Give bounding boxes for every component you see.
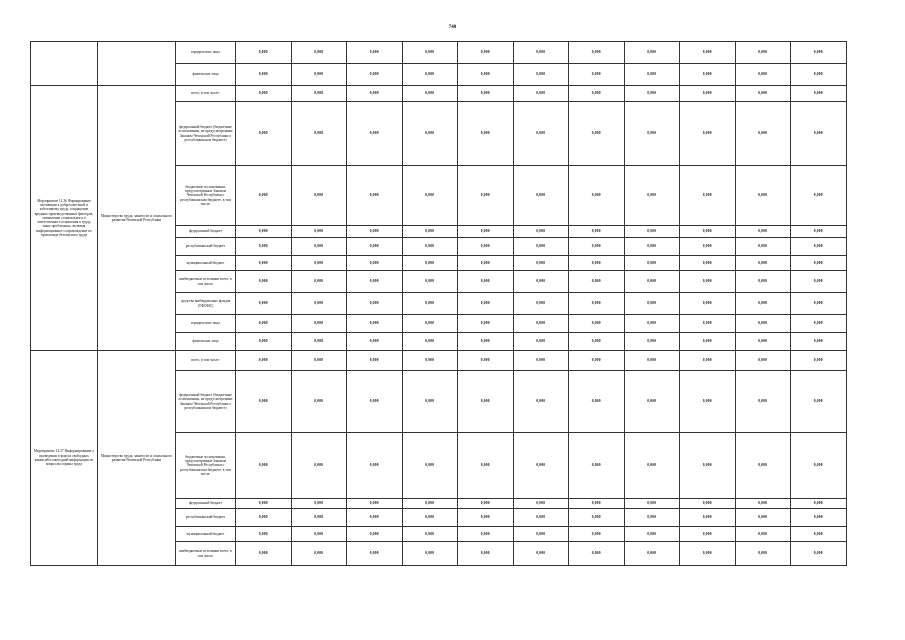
funding-source-cell: муниципальный бюджет <box>176 256 236 271</box>
value-cell: 0,000 <box>569 351 625 371</box>
value-cell: 0,000 <box>236 509 292 527</box>
value-cell: 0,000 <box>402 42 458 64</box>
value-cell: 0,000 <box>569 333 625 351</box>
value-cell: 0,000 <box>513 499 569 509</box>
value-cell: 0,000 <box>236 293 292 315</box>
value-cell: 0,000 <box>291 499 347 509</box>
value-cell: 0,000 <box>513 271 569 293</box>
value-cell: 0,000 <box>513 351 569 371</box>
value-cell: 0,000 <box>569 102 625 166</box>
value-cell: 0,000 <box>513 238 569 256</box>
value-cell: 0,000 <box>569 64 625 86</box>
value-cell: 0,000 <box>458 42 514 64</box>
funding-source-cell: юридические лица <box>176 315 236 333</box>
value-cell: 0,000 <box>236 527 292 542</box>
value-cell: 0,000 <box>791 351 847 371</box>
value-cell: 0,000 <box>236 166 292 226</box>
value-cell: 0,000 <box>569 226 625 238</box>
table-row <box>31 86 847 102</box>
value-cell: 0,000 <box>291 64 347 86</box>
value-cell: 0,000 <box>624 166 680 226</box>
value-cell: 0,000 <box>791 256 847 271</box>
value-cell: 0,000 <box>569 542 625 566</box>
value-cell: 0,000 <box>791 333 847 351</box>
value-cell: 0,000 <box>680 351 736 371</box>
value-cell: 0,000 <box>680 293 736 315</box>
value-cell: 0,000 <box>458 226 514 238</box>
value-cell: 0,000 <box>458 315 514 333</box>
value-cell: 0,000 <box>458 433 514 499</box>
value-cell: 0,000 <box>291 351 347 371</box>
funding-source-cell: всего, в том числе: <box>176 351 236 371</box>
value-cell: 0,000 <box>735 271 791 293</box>
value-cell: 0,000 <box>735 166 791 226</box>
value-cell: 0,000 <box>347 315 403 333</box>
value-cell: 0,000 <box>458 271 514 293</box>
value-cell: 0,000 <box>347 42 403 64</box>
value-cell: 0,000 <box>236 499 292 509</box>
value-cell: 0,000 <box>680 271 736 293</box>
value-cell: 0,000 <box>402 333 458 351</box>
value-cell: 0,000 <box>735 256 791 271</box>
value-cell: 0,000 <box>513 293 569 315</box>
value-cell: 0,000 <box>236 433 292 499</box>
budget-table <box>30 41 847 566</box>
value-cell: 0,000 <box>402 166 458 226</box>
funding-source-cell: внебюджетные источники всего, в том числе: <box>176 271 236 293</box>
event-name-cell: Мероприятие 12.36 Формирование мотивации к добросовестной и заботливому труду, сокращение вредных производственных факторов, повышение сознательного и ответственного отношения к труду, иных проблемных, включая информационное сопровождение по пропаганде безопасного труда <box>31 86 98 351</box>
event-name-cell <box>31 42 98 86</box>
value-cell: 0,000 <box>513 226 569 238</box>
value-cell: 0,000 <box>513 256 569 271</box>
funding-source-cell: физические лица <box>176 333 236 351</box>
value-cell: 0,000 <box>791 102 847 166</box>
executor-cell: Министерство труда, занятости и социального развития Чеченской Республики <box>98 351 176 566</box>
value-cell: 0,000 <box>624 256 680 271</box>
executor-cell <box>98 42 176 86</box>
value-cell: 0,000 <box>569 433 625 499</box>
value-cell: 0,000 <box>569 371 625 433</box>
value-cell: 0,000 <box>347 527 403 542</box>
value-cell: 0,000 <box>513 64 569 86</box>
value-cell: 0,000 <box>402 542 458 566</box>
value-cell: 0,000 <box>291 166 347 226</box>
value-cell: 0,000 <box>458 509 514 527</box>
value-cell: 0,000 <box>569 509 625 527</box>
value-cell: 0,000 <box>291 256 347 271</box>
value-cell: 0,000 <box>680 371 736 433</box>
value-cell: 0,000 <box>236 333 292 351</box>
value-cell: 0,000 <box>458 351 514 371</box>
value-cell: 0,000 <box>735 371 791 433</box>
value-cell: 0,000 <box>347 166 403 226</box>
value-cell: 0,000 <box>680 64 736 86</box>
value-cell: 0,000 <box>735 102 791 166</box>
value-cell: 0,000 <box>680 166 736 226</box>
value-cell: 0,000 <box>402 271 458 293</box>
value-cell: 0,000 <box>402 256 458 271</box>
value-cell: 0,000 <box>680 256 736 271</box>
value-cell: 0,000 <box>569 271 625 293</box>
value-cell: 0,000 <box>513 102 569 166</box>
value-cell: 0,000 <box>513 333 569 351</box>
value-cell: 0,000 <box>236 226 292 238</box>
value-cell: 0,000 <box>680 509 736 527</box>
value-cell: 0,000 <box>791 86 847 102</box>
value-cell: 0,000 <box>735 499 791 509</box>
value-cell: 0,000 <box>291 293 347 315</box>
value-cell: 0,000 <box>291 371 347 433</box>
funding-source-cell: федеральный бюджет (бюджетные ассигнования, не предусмотренные Законом Чеченской Республики о республиканском бюджете) <box>176 102 236 166</box>
value-cell: 0,000 <box>624 351 680 371</box>
value-cell: 0,000 <box>513 86 569 102</box>
value-cell: 0,000 <box>347 499 403 509</box>
funding-source-cell: муниципальный бюджет <box>176 527 236 542</box>
event-name-cell: Мероприятие 12.37 Информирование о проведении в фактах свободных вакансий и ежегодной информации по вопросам охраны труда <box>31 351 98 566</box>
value-cell: 0,000 <box>402 527 458 542</box>
value-cell: 0,000 <box>236 42 292 64</box>
value-cell: 0,000 <box>624 527 680 542</box>
value-cell: 0,000 <box>347 86 403 102</box>
value-cell: 0,000 <box>236 64 292 86</box>
value-cell: 0,000 <box>291 542 347 566</box>
value-cell: 0,000 <box>624 238 680 256</box>
value-cell: 0,000 <box>402 102 458 166</box>
value-cell: 0,000 <box>236 542 292 566</box>
funding-source-cell: федеральный бюджет <box>176 226 236 238</box>
value-cell: 0,000 <box>402 238 458 256</box>
table-row <box>31 351 847 371</box>
value-cell: 0,000 <box>624 64 680 86</box>
value-cell: 0,000 <box>458 542 514 566</box>
value-cell: 0,000 <box>402 86 458 102</box>
value-cell: 0,000 <box>791 42 847 64</box>
value-cell: 0,000 <box>402 226 458 238</box>
value-cell: 0,000 <box>791 433 847 499</box>
funding-source-cell: юридические лица <box>176 42 236 64</box>
value-cell: 0,000 <box>458 333 514 351</box>
value-cell: 0,000 <box>791 271 847 293</box>
value-cell: 0,000 <box>624 433 680 499</box>
value-cell: 0,000 <box>236 271 292 293</box>
value-cell: 0,000 <box>236 371 292 433</box>
page-number: 740 <box>448 25 457 30</box>
value-cell: 0,000 <box>458 293 514 315</box>
value-cell: 0,000 <box>680 542 736 566</box>
funding-source-cell: федеральный бюджет (бюджетные ассигнования, не предусмотренные Законом Чеченской Республики о республиканском бюджете) <box>176 371 236 433</box>
value-cell: 0,000 <box>458 86 514 102</box>
value-cell: 0,000 <box>291 86 347 102</box>
value-cell: 0,000 <box>791 166 847 226</box>
value-cell: 0,000 <box>680 499 736 509</box>
value-cell: 0,000 <box>735 64 791 86</box>
value-cell: 0,000 <box>458 238 514 256</box>
value-cell: 0,000 <box>291 527 347 542</box>
value-cell: 0,000 <box>513 315 569 333</box>
value-cell: 0,000 <box>624 271 680 293</box>
value-cell: 0,000 <box>569 238 625 256</box>
value-cell: 0,000 <box>513 527 569 542</box>
value-cell: 0,000 <box>458 64 514 86</box>
value-cell: 0,000 <box>402 64 458 86</box>
value-cell: 0,000 <box>236 351 292 371</box>
value-cell: 0,000 <box>569 42 625 64</box>
value-cell: 0,000 <box>624 542 680 566</box>
value-cell: 0,000 <box>680 102 736 166</box>
value-cell: 0,000 <box>291 226 347 238</box>
value-cell: 0,000 <box>569 499 625 509</box>
value-cell: 0,000 <box>458 499 514 509</box>
value-cell: 0,000 <box>347 102 403 166</box>
value-cell: 0,000 <box>680 226 736 238</box>
value-cell: 0,000 <box>347 271 403 293</box>
value-cell: 0,000 <box>735 542 791 566</box>
value-cell: 0,000 <box>735 351 791 371</box>
value-cell: 0,000 <box>735 527 791 542</box>
value-cell: 0,000 <box>513 433 569 499</box>
funding-source-cell: внебюджетные источники всего, в том числе: <box>176 542 236 566</box>
value-cell: 0,000 <box>791 371 847 433</box>
value-cell: 0,000 <box>513 509 569 527</box>
value-cell: 0,000 <box>236 102 292 166</box>
value-cell: 0,000 <box>791 226 847 238</box>
value-cell: 0,000 <box>347 64 403 86</box>
value-cell: 0,000 <box>624 86 680 102</box>
value-cell: 0,000 <box>569 166 625 226</box>
value-cell: 0,000 <box>402 293 458 315</box>
value-cell: 0,000 <box>236 86 292 102</box>
value-cell: 0,000 <box>680 527 736 542</box>
value-cell: 0,000 <box>347 371 403 433</box>
value-cell: 0,000 <box>680 238 736 256</box>
value-cell: 0,000 <box>569 293 625 315</box>
value-cell: 0,000 <box>291 238 347 256</box>
value-cell: 0,000 <box>402 433 458 499</box>
value-cell: 0,000 <box>680 315 736 333</box>
value-cell: 0,000 <box>735 333 791 351</box>
value-cell: 0,000 <box>458 256 514 271</box>
value-cell: 0,000 <box>513 542 569 566</box>
value-cell: 0,000 <box>291 42 347 64</box>
value-cell: 0,000 <box>291 333 347 351</box>
value-cell: 0,000 <box>291 271 347 293</box>
value-cell: 0,000 <box>402 371 458 433</box>
value-cell: 0,000 <box>402 509 458 527</box>
value-cell: 0,000 <box>735 293 791 315</box>
value-cell: 0,000 <box>347 226 403 238</box>
value-cell: 0,000 <box>458 166 514 226</box>
value-cell: 0,000 <box>791 315 847 333</box>
value-cell: 0,000 <box>402 499 458 509</box>
value-cell: 0,000 <box>624 102 680 166</box>
value-cell: 0,000 <box>569 315 625 333</box>
value-cell: 0,000 <box>347 256 403 271</box>
funding-source-cell: всего, в том числе: <box>176 86 236 102</box>
value-cell: 0,000 <box>402 315 458 333</box>
value-cell: 0,000 <box>291 315 347 333</box>
value-cell: 0,000 <box>735 238 791 256</box>
value-cell: 0,000 <box>735 42 791 64</box>
funding-source-cell: бюджетные ассигнования, предусмотренные Законом Чеченской Республики о республиканском бюджете, в том числе: <box>176 166 236 226</box>
value-cell: 0,000 <box>402 351 458 371</box>
value-cell: 0,000 <box>624 42 680 64</box>
value-cell: 0,000 <box>624 226 680 238</box>
value-cell: 0,000 <box>458 371 514 433</box>
value-cell: 0,000 <box>347 333 403 351</box>
value-cell: 0,000 <box>735 509 791 527</box>
value-cell: 0,000 <box>347 542 403 566</box>
funding-source-cell: республиканский бюджет <box>176 238 236 256</box>
value-cell: 0,000 <box>347 433 403 499</box>
value-cell: 0,000 <box>347 238 403 256</box>
value-cell: 0,000 <box>791 238 847 256</box>
value-cell: 0,000 <box>569 527 625 542</box>
value-cell: 0,000 <box>791 527 847 542</box>
value-cell: 0,000 <box>291 433 347 499</box>
value-cell: 0,000 <box>347 293 403 315</box>
value-cell: 0,000 <box>624 499 680 509</box>
executor-cell: Министерство труда, занятости и социального развития Чеченской Республики <box>98 86 176 351</box>
value-cell: 0,000 <box>513 371 569 433</box>
value-cell: 0,000 <box>791 542 847 566</box>
value-cell: 0,000 <box>347 351 403 371</box>
value-cell: 0,000 <box>624 333 680 351</box>
value-cell: 0,000 <box>791 499 847 509</box>
value-cell: 0,000 <box>624 509 680 527</box>
value-cell: 0,000 <box>624 293 680 315</box>
funding-source-cell: физические лица <box>176 64 236 86</box>
value-cell: 0,000 <box>291 102 347 166</box>
funding-source-cell: средства внебюджетных фондов (ТФОМС) <box>176 293 236 315</box>
value-cell: 0,000 <box>680 333 736 351</box>
value-cell: 0,000 <box>236 238 292 256</box>
value-cell: 0,000 <box>791 293 847 315</box>
funding-source-cell: федеральный бюджет <box>176 499 236 509</box>
value-cell: 0,000 <box>791 64 847 86</box>
value-cell: 0,000 <box>791 509 847 527</box>
value-cell: 0,000 <box>569 256 625 271</box>
value-cell: 0,000 <box>236 256 292 271</box>
value-cell: 0,000 <box>569 86 625 102</box>
funding-source-cell: республиканский бюджет <box>176 509 236 527</box>
value-cell: 0,000 <box>735 433 791 499</box>
value-cell: 0,000 <box>680 433 736 499</box>
value-cell: 0,000 <box>458 102 514 166</box>
value-cell: 0,000 <box>513 42 569 64</box>
value-cell: 0,000 <box>680 42 736 64</box>
value-cell: 0,000 <box>347 509 403 527</box>
value-cell: 0,000 <box>291 509 347 527</box>
value-cell: 0,000 <box>735 226 791 238</box>
value-cell: 0,000 <box>624 315 680 333</box>
value-cell: 0,000 <box>680 86 736 102</box>
value-cell: 0,000 <box>735 86 791 102</box>
value-cell: 0,000 <box>236 315 292 333</box>
value-cell: 0,000 <box>458 527 514 542</box>
value-cell: 0,000 <box>513 166 569 226</box>
funding-source-cell: бюджетные ассигнования, предусмотренные Законом Чеченской Республики о республиканском бюджете, в том числе: <box>176 433 236 499</box>
table-row <box>31 42 847 64</box>
value-cell: 0,000 <box>624 371 680 433</box>
value-cell: 0,000 <box>735 315 791 333</box>
